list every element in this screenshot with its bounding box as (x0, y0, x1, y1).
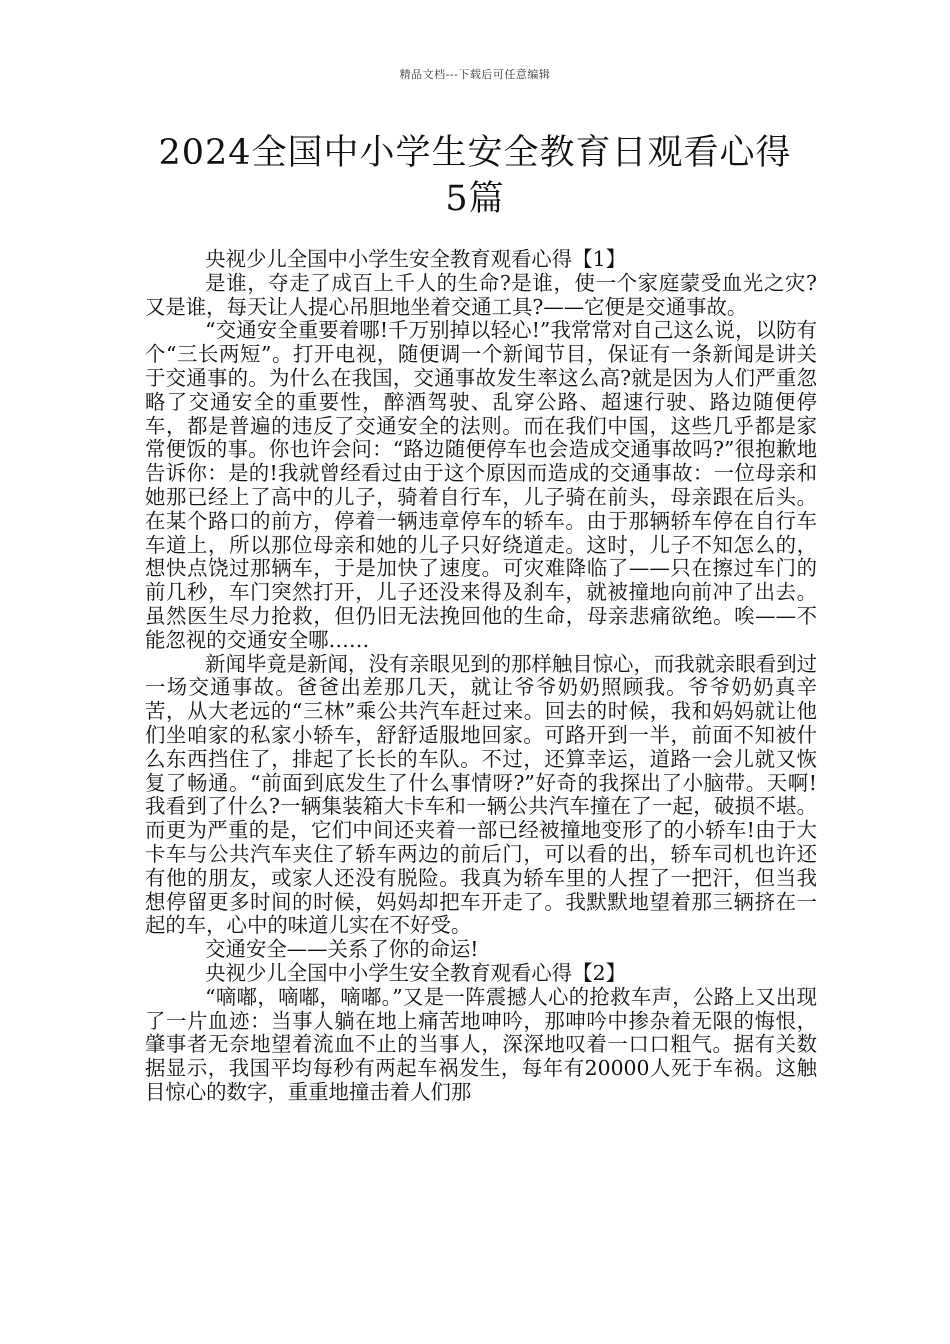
paragraph: 交通安全——关系了你的命运! (205, 937, 479, 962)
paragraph: 新闻毕竟是新闻，没有亲眼见到的那样触目惊心，而我就亲眼看到过一场交通事故。爸爸出差那几天，就让爷爷奶奶照顾我。爷爷奶奶真辛苦，从大老远的“三林”乘公共汽车赶过来。回去的时候，我和妈妈就让他们坐咱家的私家小轿车，舒舒适服地回家。可路开到一半，前面不知被什么东西挡住了，排起了长长的车队。不过，还算幸运，道路一会儿就又恢复了畅通。“前面到底发生了什么事情呀?”好奇的我探出了小脑带。天啊!我看到了什么?一辆集装箱大卡车和一辆公共汽车撞在了一起，破损不堪。而更为严重的是，它们中间还夹着一部已经被撞地变形了的小轿车!由于大卡车与公共汽车夹住了轿车两边的前后门，可以看的出，轿车司机也许还有他的朋友，或家人还没有脱险。我真为轿车里的人捏了一把汗，但当我想停留更多时间的时候，妈妈却把车开走了。我默默地望着那三辆挤在一起的车，心中的味道儿实在不好受。 (145, 651, 817, 938)
paragraph: 是谁，夺走了成百上千人的生命?是谁，使一个家庭蒙受血光之灾?又是谁，每天让人提心吊胆地坐着交通工具?——它便是交通事故。 (145, 270, 817, 319)
document-body (145, 248, 817, 1105)
paragraph: “嘀嘟，嘀嘟，嘀嘟。”又是一阵震撼人心的抢救车声，公路上又出现了一片血迹：当事人躺在地上痛苦地呻吟，那呻吟中掺杂着无限的悔恨，肇事者无奈地望着流血不止的当事人，深深地叹着一口口粗气。据有关数据显示，我国平均每秒有两起车祸发生，每年有20000人死于车祸。这触目惊心的数字，重重地撞击着人们那 (145, 984, 817, 1104)
document-title: 2024全国中小学生安全教育日观看心得5篇 (158, 133, 792, 219)
section-heading-1: 央视少儿全国中小学生安全教育观看心得【1】 (205, 247, 626, 271)
paragraph: “交通安全重要着哪!千万别掉以轻心!”我常常对自己这么说，以防有个“三长两短”。打开电视，随便调一个新闻节目，保证有一条新闻是讲关于交通事的。为什么在我国，交通事故发生率这么高?就是因为人们严重忽略了交通安全的重要性，醉酒驾驶、乱穿公路、超速行驶、路边随便停车，都是普遍的违反了交通安全的法则。而在我们中国，这些几乎都是家常便饭的事。你也许会问：“路边随便停车也会造成交通事故吗?”很抱歉地告诉你：是的!我就曾经看过由于这个原因而造成的交通事故：一位母亲和她那已经上了高中的儿子，骑着自行车，儿子骑在前头，母亲跟在后头。在某个路口的前方，停着一辆违章停车的轿车。由于那辆轿车停在自行车车道上，所以那位母亲和她的儿子只好绕道走。这时，儿子不知怎么的，想快点饶过那辆车，于是加快了速度。可灾难降临了——只在擦过车门的前几秒，车门突然打开，儿子还没来得及刹车，就被撞地向前冲了出去。虽然医生尽力抢救，但仍旧无法挽回他的生命，母亲悲痛欲绝。唉——不能忽视的交通安全哪…… (145, 318, 817, 652)
page-header: 精品文档---下载后可任意编辑 (399, 68, 551, 81)
section-heading-2: 央视少儿全国中小学生安全教育观看心得【2】 (205, 960, 626, 985)
